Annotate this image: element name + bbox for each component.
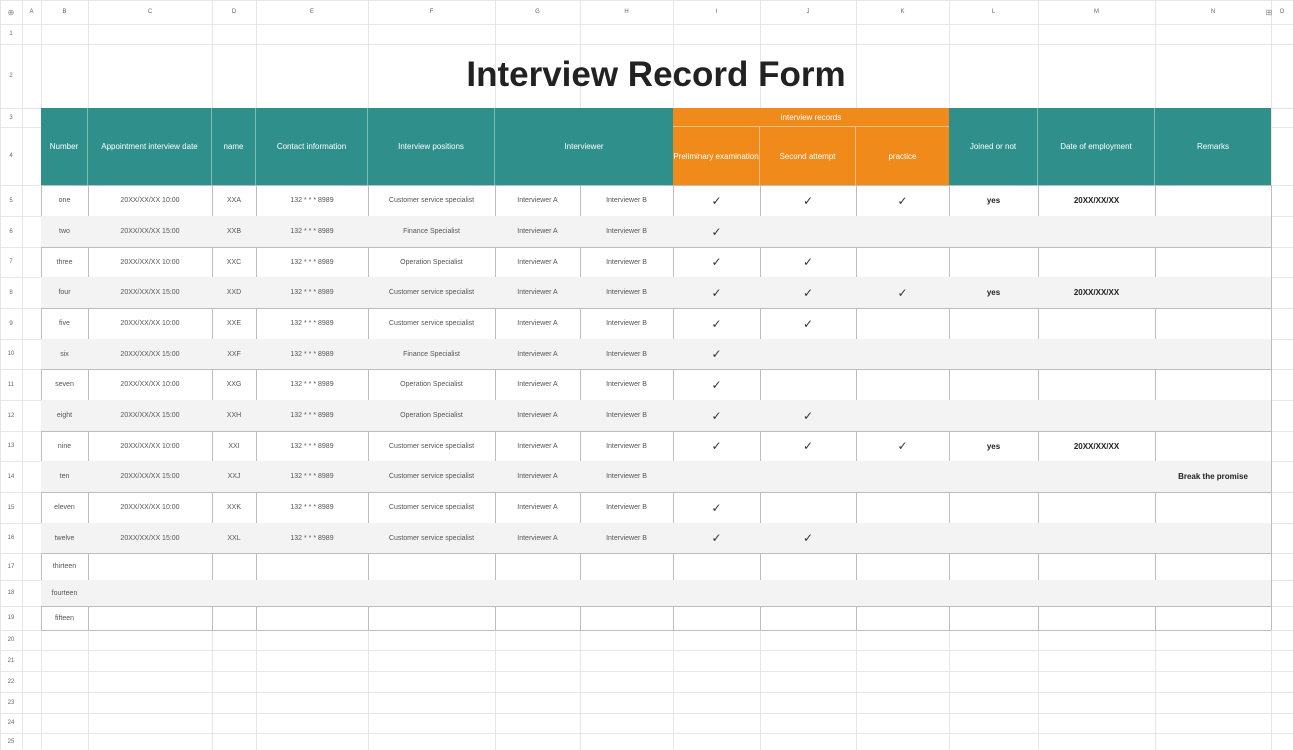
table-cell-practice[interactable]: ✓ [897, 439, 908, 453]
table-cell-name[interactable]: XXC [226, 258, 242, 266]
header-interview-records[interactable]: interview records [673, 108, 949, 127]
table-cell-employment[interactable] [1038, 247, 1155, 277]
table-cell-name[interactable] [212, 580, 256, 606]
table-cell-practice[interactable] [856, 216, 949, 247]
table-cell-position[interactable] [368, 606, 495, 630]
table-cell-int_b[interactable]: Interviewer B [606, 197, 647, 204]
column-header-letter[interactable]: F [429, 9, 434, 15]
table-cell-int_b[interactable] [580, 606, 673, 630]
table-cell-number[interactable]: five [59, 320, 70, 327]
table-cell-number[interactable]: two [59, 228, 70, 235]
table-cell-name[interactable]: XXH [226, 412, 242, 419]
table-cell-practice[interactable] [856, 308, 949, 339]
table-cell-date[interactable]: 20XX/XX/XX 10:00 [120, 320, 180, 327]
row-header-number[interactable]: 7 [9, 259, 13, 265]
row-header-number[interactable]: 19 [7, 615, 15, 621]
table-cell-date[interactable]: 20XX/XX/XX 15:00 [120, 534, 180, 542]
page-title[interactable]: Interview Record Form [466, 55, 846, 94]
row-header-number[interactable]: 11 [7, 381, 15, 388]
column-header-letter[interactable]: K [900, 9, 905, 15]
table-cell-remarks[interactable] [1155, 523, 1271, 553]
table-cell-joined[interactable]: yes [986, 288, 1001, 297]
row-header-number[interactable]: 16 [7, 535, 15, 541]
table-cell-int_b[interactable] [580, 580, 673, 606]
header-interviewer[interactable]: Interviewer [495, 108, 673, 185]
table-cell-practice[interactable] [856, 523, 949, 553]
table-cell-int_a[interactable]: Interviewer A [517, 228, 558, 235]
table-cell-int_a[interactable]: Interviewer A [517, 320, 558, 327]
table-cell-contact[interactable]: 132 * * * 8989 [290, 197, 334, 204]
row-header-number[interactable]: 9 [9, 320, 13, 327]
row-header-number[interactable]: 24 [7, 720, 15, 726]
table-cell-remarks[interactable] [1155, 553, 1271, 580]
table-cell-employment[interactable]: 20XX/XX/XX [1073, 196, 1120, 205]
table-cell-joined[interactable] [949, 523, 1038, 553]
table-cell-int_b[interactable]: Interviewer B [606, 442, 647, 450]
table-cell-date[interactable]: 20XX/XX/XX 10:00 [120, 258, 180, 266]
table-cell-position[interactable]: Customer service specialist [388, 504, 475, 511]
table-cell-employment[interactable] [1038, 523, 1155, 553]
table-cell-second[interactable] [760, 461, 856, 492]
table-cell-joined[interactable] [949, 247, 1038, 277]
table-cell-remarks[interactable] [1155, 247, 1271, 277]
table-cell-position[interactable]: Finance Specialist [403, 228, 460, 235]
table-cell-int_b[interactable]: Interviewer B [606, 473, 647, 480]
table-cell-second[interactable] [760, 492, 856, 523]
table-cell-int_a[interactable]: Interviewer A [517, 442, 558, 450]
table-cell-date[interactable]: 20XX/XX/XX 10:00 [120, 504, 180, 511]
table-cell-second[interactable] [760, 553, 856, 580]
table-cell-contact[interactable]: 132 * * * 8989 [290, 228, 334, 235]
table-cell-number[interactable]: ten [59, 473, 70, 480]
table-cell-contact[interactable]: 132 * * * 8989 [290, 534, 334, 542]
table-cell-name[interactable]: XXK [226, 504, 241, 511]
table-cell-int_b[interactable]: Interviewer B [606, 381, 647, 388]
table-cell-employment[interactable] [1038, 606, 1155, 630]
table-cell-prelim[interactable]: ✓ [711, 377, 722, 392]
table-cell-number[interactable]: three [56, 258, 73, 266]
row-header-number[interactable]: 1 [9, 31, 13, 37]
table-cell-name[interactable]: XXD [226, 289, 242, 296]
table-cell-name[interactable] [212, 553, 256, 580]
table-cell-position[interactable] [368, 580, 495, 606]
table-cell-number[interactable]: fourteen [51, 589, 78, 597]
column-header-letter[interactable]: N [1210, 9, 1216, 15]
table-cell-second[interactable]: ✓ [802, 285, 814, 300]
table-cell-prelim[interactable]: ✓ [711, 255, 722, 269]
table-cell-int_a[interactable]: Interviewer A [517, 534, 558, 542]
table-cell-second[interactable] [760, 606, 856, 630]
table-cell-prelim[interactable]: ✓ [711, 500, 722, 515]
table-cell-date[interactable]: 20XX/XX/XX 15:00 [120, 412, 180, 419]
header-name[interactable]: name [212, 108, 256, 185]
table-cell-contact[interactable]: 132 * * * 8989 [290, 289, 334, 296]
header-appointment-date[interactable]: Appointment interview date [88, 108, 212, 185]
table-cell-contact[interactable]: 132 * * * 8989 [290, 504, 334, 511]
table-cell-prelim[interactable] [673, 580, 760, 606]
table-cell-int_b[interactable]: Interviewer B [606, 504, 647, 511]
table-cell-number[interactable]: four [58, 289, 71, 296]
table-cell-number[interactable]: eight [56, 412, 73, 419]
table-cell-remarks[interactable] [1155, 431, 1271, 461]
table-cell-prelim[interactable]: ✓ [711, 316, 722, 331]
table-cell-int_a[interactable]: Interviewer A [517, 381, 558, 388]
table-cell-joined[interactable] [949, 606, 1038, 630]
table-cell-position[interactable]: Operation Specialist [400, 258, 463, 266]
table-cell-position[interactable]: Customer service specialist [388, 442, 475, 450]
table-cell-prelim[interactable]: ✓ [711, 439, 722, 453]
table-cell-employment[interactable] [1038, 400, 1155, 431]
table-cell-joined[interactable] [949, 580, 1038, 606]
table-cell-prelim[interactable] [673, 553, 760, 580]
table-cell-date[interactable] [88, 580, 212, 606]
column-header-letter[interactable]: E [309, 9, 314, 15]
table-cell-name[interactable]: XXF [227, 350, 241, 358]
select-all-icon[interactable]: ⊕ [7, 7, 15, 17]
table-cell-int_b[interactable]: Interviewer B [606, 412, 647, 419]
row-header-number[interactable]: 21 [7, 657, 15, 664]
table-cell-prelim[interactable]: ✓ [711, 285, 722, 300]
table-cell-remarks[interactable] [1155, 580, 1271, 606]
row-header-number[interactable]: 23 [7, 699, 15, 706]
table-cell-prelim[interactable] [673, 606, 760, 630]
table-cell-int_a[interactable]: Interviewer A [517, 473, 558, 480]
table-cell-practice[interactable]: ✓ [897, 193, 908, 208]
table-cell-practice[interactable] [856, 369, 949, 400]
table-cell-second[interactable]: ✓ [802, 193, 814, 208]
table-cell-remarks[interactable] [1155, 339, 1271, 369]
row-header-number[interactable]: 5 [9, 197, 13, 204]
table-cell-date[interactable]: 20XX/XX/XX 15:00 [120, 228, 180, 235]
table-cell-remarks[interactable] [1155, 277, 1271, 308]
table-cell-name[interactable]: XXB [226, 228, 241, 235]
table-cell-practice[interactable] [856, 492, 949, 523]
table-cell-prelim[interactable] [673, 461, 760, 492]
row-header-number[interactable]: 3 [9, 114, 13, 121]
table-cell-prelim[interactable]: ✓ [711, 408, 722, 423]
table-cell-contact[interactable]: 132 * * * 8989 [290, 381, 334, 388]
table-cell-number[interactable]: seven [55, 381, 74, 388]
table-cell-second[interactable]: ✓ [802, 255, 814, 269]
column-header-letter[interactable]: H [624, 9, 629, 15]
row-header-number[interactable]: 15 [7, 504, 15, 511]
table-cell-remarks[interactable] [1155, 308, 1271, 339]
table-cell-int_a[interactable]: Interviewer A [517, 197, 558, 204]
table-cell-practice[interactable] [856, 339, 949, 369]
row-header-number[interactable]: 2 [9, 73, 13, 79]
table-cell-position[interactable]: Customer service specialist [388, 534, 475, 542]
table-cell-joined[interactable] [949, 400, 1038, 431]
table-cell-int_a[interactable]: Interviewer A [517, 258, 558, 266]
table-cell-employment[interactable] [1038, 492, 1155, 523]
table-cell-date[interactable]: 20XX/XX/XX 15:00 [120, 289, 180, 296]
table-cell-remarks[interactable] [1155, 369, 1271, 400]
table-cell-contact[interactable]: 132 * * * 8989 [290, 320, 334, 327]
row-header-number[interactable]: 20 [7, 637, 15, 643]
row-header-number[interactable]: 17 [7, 563, 15, 570]
table-cell-date[interactable]: 20XX/XX/XX 10:00 [120, 197, 180, 204]
table-cell-joined[interactable] [949, 461, 1038, 492]
table-cell-prelim[interactable]: ✓ [711, 531, 722, 545]
table-cell-int_b[interactable] [580, 553, 673, 580]
table-cell-employment[interactable] [1038, 308, 1155, 339]
table-cell-second[interactable] [760, 216, 856, 247]
row-header-number[interactable]: 18 [7, 590, 15, 596]
table-cell-int_b[interactable]: Interviewer B [606, 228, 647, 235]
table-cell-employment[interactable] [1038, 339, 1155, 369]
table-cell-second[interactable]: ✓ [802, 439, 814, 453]
table-cell-joined[interactable]: yes [986, 196, 1001, 205]
header-contact[interactable]: Contact information [256, 108, 368, 185]
table-cell-remarks[interactable] [1155, 400, 1271, 431]
table-cell-int_b[interactable]: Interviewer B [606, 289, 647, 296]
header-number[interactable]: Number [41, 108, 88, 185]
row-header-number[interactable]: 14 [7, 473, 15, 480]
table-cell-remarks[interactable] [1155, 216, 1271, 247]
column-header-letter[interactable]: O [1279, 9, 1285, 15]
table-cell-date[interactable] [88, 553, 212, 580]
table-cell-employment[interactable] [1038, 580, 1155, 606]
column-header-letter[interactable]: A [29, 9, 34, 15]
table-cell-prelim[interactable]: ✓ [711, 347, 722, 361]
table-cell-contact[interactable] [256, 606, 368, 630]
table-cell-joined[interactable] [949, 492, 1038, 523]
column-header-letter[interactable]: J [806, 9, 810, 15]
table-cell-name[interactable]: XXE [226, 320, 241, 327]
table-cell-practice[interactable] [856, 247, 949, 277]
table-cell-int_a[interactable]: Interviewer A [517, 504, 558, 511]
table-cell-int_b[interactable]: Interviewer B [606, 350, 647, 358]
table-cell-contact[interactable]: 132 * * * 8989 [290, 258, 334, 266]
table-cell-second[interactable] [760, 580, 856, 606]
row-header-number[interactable]: 10 [7, 351, 15, 357]
table-cell-employment[interactable] [1038, 369, 1155, 400]
table-cell-joined[interactable] [949, 216, 1038, 247]
table-cell-number[interactable]: fifteen [54, 614, 75, 622]
table-cell-name[interactable]: XXJ [227, 473, 241, 480]
table-cell-remarks[interactable] [1155, 492, 1271, 523]
table-cell-second[interactable]: ✓ [802, 408, 814, 423]
table-cell-contact[interactable]: 132 * * * 8989 [290, 473, 334, 480]
table-cell-date[interactable] [88, 606, 212, 630]
table-cell-number[interactable]: thirteen [52, 563, 77, 570]
table-cell-int_a[interactable]: Interviewer A [517, 289, 558, 296]
table-cell-date[interactable]: 20XX/XX/XX 10:00 [120, 381, 180, 388]
header-employment-date[interactable]: Date of employment [1038, 108, 1155, 185]
row-header-number[interactable]: 6 [9, 228, 13, 235]
table-cell-int_b[interactable]: Interviewer B [606, 534, 647, 542]
table-cell-remarks[interactable]: Break the promise [1178, 472, 1248, 481]
table-cell-position[interactable]: Customer service specialist [388, 197, 475, 204]
table-cell-int_a[interactable] [495, 606, 580, 630]
table-cell-contact[interactable]: 132 * * * 8989 [290, 350, 334, 358]
table-cell-position[interactable]: Customer service specialist [388, 473, 475, 480]
table-cell-number[interactable]: one [58, 197, 71, 204]
table-cell-second[interactable] [760, 369, 856, 400]
header-practice[interactable]: practice [856, 127, 949, 185]
row-header-number[interactable]: 13 [7, 443, 15, 449]
table-cell-practice[interactable] [856, 553, 949, 580]
row-header-number[interactable]: 12 [7, 412, 15, 419]
table-cell-name[interactable]: XXL [227, 534, 241, 542]
table-cell-remarks[interactable] [1155, 606, 1271, 630]
column-header-letter[interactable]: C [147, 9, 153, 15]
table-cell-joined[interactable] [949, 308, 1038, 339]
table-cell-contact[interactable] [256, 580, 368, 606]
row-header-number[interactable]: 25 [7, 738, 15, 745]
table-cell-position[interactable]: Customer service specialist [388, 320, 475, 327]
table-cell-joined[interactable] [949, 339, 1038, 369]
table-cell-second[interactable]: ✓ [802, 531, 814, 545]
table-cell-position[interactable]: Customer service specialist [388, 289, 475, 296]
table-cell-int_a[interactable]: Interviewer A [517, 350, 558, 358]
freeze-corner-icon[interactable]: ⊞ [1265, 7, 1273, 17]
table-cell-practice[interactable] [856, 461, 949, 492]
table-cell-name[interactable]: XXG [226, 381, 242, 388]
table-cell-number[interactable]: twelve [54, 534, 75, 542]
header-remarks[interactable]: Remarks [1155, 108, 1271, 185]
table-cell-contact[interactable] [256, 553, 368, 580]
table-cell-prelim[interactable]: ✓ [711, 224, 722, 239]
header-joined[interactable]: Joined or not [949, 108, 1038, 185]
table-cell-employment[interactable] [1038, 553, 1155, 580]
table-cell-int_b[interactable]: Interviewer B [606, 258, 647, 266]
table-cell-employment[interactable] [1038, 461, 1155, 492]
table-cell-contact[interactable]: 132 * * * 8989 [290, 442, 334, 450]
column-header-letter[interactable]: M [1094, 9, 1099, 15]
table-cell-practice[interactable] [856, 606, 949, 630]
table-cell-joined[interactable] [949, 553, 1038, 580]
table-cell-int_a[interactable] [495, 580, 580, 606]
table-cell-name[interactable]: XXI [228, 442, 240, 450]
table-cell-employment[interactable]: 20XX/XX/XX [1073, 441, 1120, 451]
table-cell-contact[interactable]: 132 * * * 8989 [290, 412, 334, 419]
table-cell-int_a[interactable] [495, 553, 580, 580]
table-cell-practice[interactable]: ✓ [897, 285, 908, 300]
table-cell-practice[interactable] [856, 580, 949, 606]
table-cell-int_a[interactable]: Interviewer A [517, 412, 558, 419]
table-cell-name[interactable] [212, 606, 256, 630]
table-cell-int_b[interactable]: Interviewer B [606, 320, 647, 327]
column-header-letter[interactable]: B [62, 9, 67, 15]
column-header-letter[interactable]: G [535, 9, 540, 15]
column-header-letter[interactable]: D [231, 9, 237, 15]
row-header-number[interactable]: 8 [9, 289, 13, 296]
row-header-number[interactable]: 4 [9, 153, 13, 159]
header-second-attempt[interactable]: Second attempt [760, 127, 856, 185]
table-cell-position[interactable]: Finance Specialist [403, 350, 460, 358]
table-cell-second[interactable]: ✓ [802, 316, 814, 331]
table-cell-name[interactable]: XXA [226, 197, 241, 204]
table-cell-remarks[interactable] [1155, 185, 1271, 216]
table-cell-joined[interactable]: yes [986, 441, 1001, 451]
table-cell-joined[interactable] [949, 369, 1038, 400]
table-cell-practice[interactable] [856, 400, 949, 431]
table-cell-prelim[interactable]: ✓ [711, 193, 722, 208]
table-cell-date[interactable]: 20XX/XX/XX 10:00 [120, 442, 180, 450]
table-cell-number[interactable]: six [60, 350, 69, 358]
header-preliminary[interactable]: Preliminary examination [673, 127, 760, 185]
column-header-letter[interactable]: L [991, 9, 996, 15]
table-cell-second[interactable] [760, 339, 856, 369]
table-cell-position[interactable] [368, 553, 495, 580]
table-cell-date[interactable]: 20XX/XX/XX 15:00 [120, 350, 180, 358]
column-header-letter[interactable]: I [715, 9, 718, 15]
row-header-number[interactable]: 22 [7, 678, 15, 685]
table-cell-employment[interactable] [1038, 216, 1155, 247]
table-cell-position[interactable]: Operation Specialist [400, 412, 463, 419]
table-cell-position[interactable]: Operation Specialist [400, 381, 463, 388]
table-cell-number[interactable]: nine [57, 442, 72, 450]
header-positions[interactable]: Interview positions [368, 108, 495, 185]
table-cell-employment[interactable]: 20XX/XX/XX [1073, 288, 1120, 297]
table-cell-number[interactable]: eleven [54, 504, 75, 511]
table-cell-date[interactable]: 20XX/XX/XX 15:00 [120, 473, 180, 480]
